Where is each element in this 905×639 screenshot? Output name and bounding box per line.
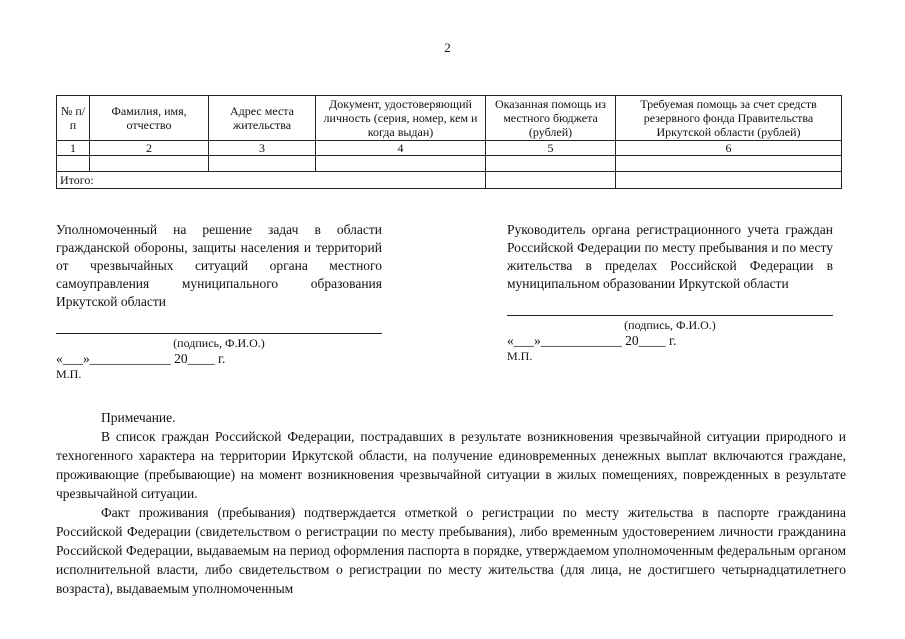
note-paragraph: В список граждан Российской Федерации, пострадавших в результате возникновения чрезвычайной ситуации природного и техногенного характера на территории Иркутской области, на получение единовременных денежных выплат включаются граждане, проживающие (пребывающие) на момент возникновения чрезвычайной ситуации в жилых помещениях, поврежденных в результате чрезвычайной ситуации. xyxy=(56,429,846,501)
signatory-title-left: Уполномоченный на решение задач в области гражданской обороны, защиты населения и территорий от чрезвычайных ситуаций органа местного самоуправления муниципального образования Иркутской области xyxy=(56,222,382,309)
signature-date-left: «___»____________ 20____ г. xyxy=(56,351,226,366)
table-row-empty xyxy=(57,156,842,172)
header-full-name: Фамилия, имя, отчество xyxy=(90,96,209,141)
header-number: № п/п xyxy=(57,96,90,141)
total-label: Итого: xyxy=(57,172,486,189)
note-title: Примечание. xyxy=(101,410,176,425)
page-number: 2 xyxy=(444,40,451,55)
empty-cell xyxy=(486,156,616,172)
column-number-cell: 3 xyxy=(209,141,316,156)
empty-cell xyxy=(616,156,842,172)
total-reserve-aid-cell xyxy=(616,172,842,189)
column-number-cell: 4 xyxy=(316,141,486,156)
empty-cell xyxy=(316,156,486,172)
column-number-cell: 5 xyxy=(486,141,616,156)
header-address: Адрес места жительства xyxy=(209,96,316,141)
table-total-row xyxy=(57,172,842,189)
signature-block-right xyxy=(507,221,833,364)
stamp-place-right: М.П. xyxy=(507,349,533,363)
signature-caption-right: (подпись, Ф.И.О.) xyxy=(624,318,716,332)
signature-date-right: «___»____________ 20____ г. xyxy=(507,333,677,348)
empty-cell xyxy=(209,156,316,172)
header-identity-document: Документ, удостоверяющий личность (серия, номер, кем и когда выдан) xyxy=(316,96,486,141)
citizens-table xyxy=(56,95,842,189)
column-number-cell: 6 xyxy=(616,141,842,156)
total-local-aid-cell xyxy=(486,172,616,189)
signature-caption-left: (подпись, Ф.И.О.) xyxy=(173,336,265,350)
header-reserve-fund-aid: Требуемая помощь за счет средств резервного фонда Правительства Иркутской области (рублей) xyxy=(616,96,842,141)
signatory-title-right: Руководитель органа регистрационного учета граждан Российской Федерации по месту пребывания и по месту жительства в пределах Российской Федерации в муниципальном образовании Иркутской области xyxy=(507,222,833,291)
signature-line-right xyxy=(507,315,833,316)
stamp-place-left: М.П. xyxy=(56,367,82,381)
empty-cell xyxy=(90,156,209,172)
column-number-cell: 2 xyxy=(90,141,209,156)
column-number-cell: 1 xyxy=(57,141,90,156)
header-local-budget-aid: Оказанная помощь из местного бюджета (рублей) xyxy=(486,96,616,141)
table-header-row xyxy=(57,96,842,141)
note-section xyxy=(56,408,846,598)
note-paragraph: Факт проживания (пребывания) подтверждается отметкой о регистрации по месту жительства в паспорте гражданина Российской Федерации (свидетельством о регистрации по месту пребывания), либо временным удостоверением личности гражданина Российской Федерации, выдаваемым на период оформления паспорта в порядке, утверждаемом уполномоченным федеральным органом исполнительной власти, либо свидетельством о регистрации по месту жительства (для лица, не достигшего четырнадцатилетнего возраста), выдаваемым уполномоченным xyxy=(56,505,846,596)
signature-block-left xyxy=(56,221,382,382)
empty-cell xyxy=(57,156,90,172)
signature-line-left xyxy=(56,333,382,334)
table-column-numbers-row xyxy=(57,141,842,156)
